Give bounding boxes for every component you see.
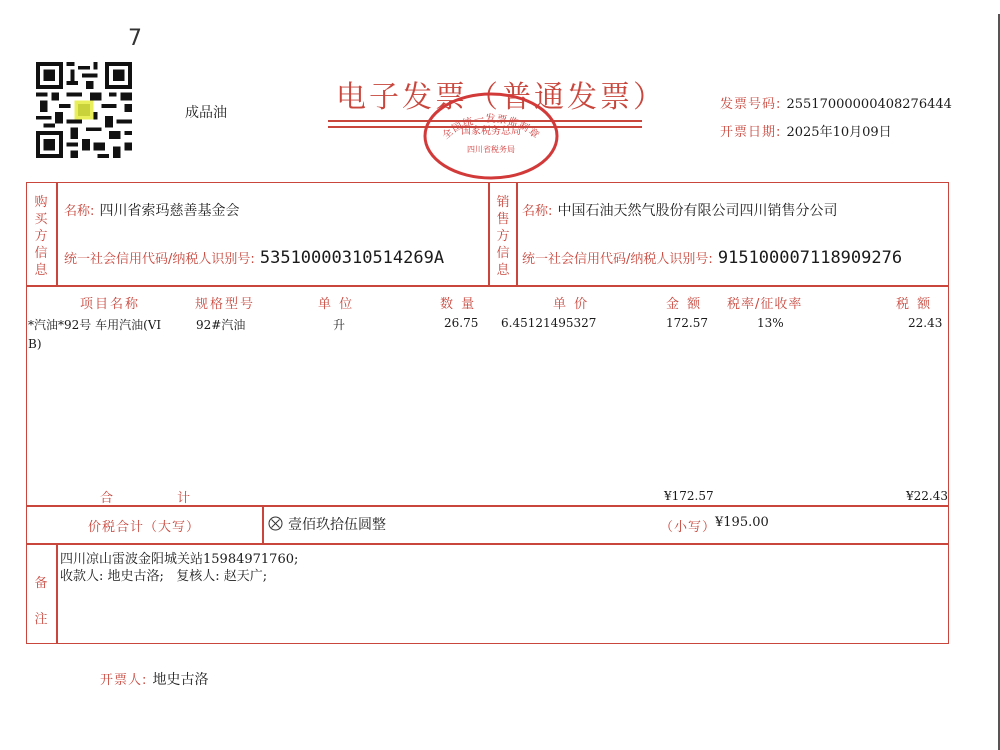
seller-label-divider (516, 182, 518, 286)
item-unit-price: 6.45121495327 (501, 316, 597, 330)
seller-tax-id-row (522, 248, 902, 268)
grand-total-divider-vertical (262, 505, 264, 544)
buyer-name: 四川省索玛慈善基金会 (99, 203, 240, 219)
item-name-line1: *汽油*92号 车用汽油(VI (28, 318, 162, 332)
buyer-tax-id: 53510000310514269A (259, 248, 445, 268)
col-tax-amount: 税 额 (896, 297, 933, 312)
seal-bottom-text: 四川省税务局 (467, 145, 515, 154)
remarks-line1: 四川凉山雷波金阳城关站15984971760; (60, 552, 299, 567)
issue-date-value: 2025年10月09日 (786, 125, 892, 140)
remarks-line2: 收款人: 地史古洛; 复核人: 赵天广; (60, 569, 268, 584)
item-tax-rate: 13% (757, 316, 784, 330)
grand-total-words: 壹佰玖拾伍圆整 (288, 517, 386, 533)
seal-middle-text: 国家税务总局 (461, 126, 521, 137)
total-amount: ¥172.57 (664, 489, 714, 503)
col-unit-price: 单 价 (553, 297, 590, 312)
issue-date-label: 开票日期: (720, 125, 782, 140)
item-amount: 172.57 (666, 316, 708, 330)
buyer-side-label: 购 买 方 信 息 (34, 195, 48, 278)
col-amount: 金 额 (666, 297, 703, 312)
total-label: 合 计 (100, 491, 221, 506)
grand-total-divider (26, 543, 949, 545)
seal-top-text: 全国统一发票监制章 (440, 114, 542, 142)
invoice-number-row (720, 93, 952, 112)
col-item-name: 项目名称 (80, 297, 141, 312)
buyer-name-row (64, 200, 239, 220)
invoice-number-value: 25517000000408276444 (786, 97, 952, 112)
qr-code-icon (36, 62, 132, 158)
seller-name: 中国石油天然气股份有限公司四川销售分公司 (557, 203, 838, 219)
issuer-name: 地史古洛 (152, 672, 209, 688)
invoice-number-label: 发票号码: (720, 97, 782, 112)
product-type-label: 成品油 (185, 105, 227, 121)
seller-tax-id-label: 统一社会信用代码/纳税人识别号: (522, 252, 713, 267)
seller-side-label: 销 售 方 信 息 (496, 195, 510, 278)
issue-date-row (720, 121, 892, 140)
issuer-label: 开票人: (100, 673, 148, 688)
circled-x-icon (268, 516, 283, 531)
buyer-name-label: 名称: (64, 204, 95, 219)
official-seal (420, 90, 562, 182)
item-unit: 升 (333, 318, 346, 332)
buyer-tax-id-label: 统一社会信用代码/纳税人识别号: (64, 252, 255, 267)
party-center-divider (488, 182, 490, 286)
seller-name-label: 名称: (522, 204, 553, 219)
seller-name-row (522, 200, 837, 220)
col-tax-rate: 税率/征收率 (727, 297, 803, 312)
item-name-line2: B) (28, 337, 42, 351)
col-quantity: 数 量 (440, 297, 477, 312)
total-tax: ¥22.43 (906, 489, 948, 503)
grand-total-small-value: ¥195.00 (715, 515, 769, 530)
remarks-label-divider (56, 543, 58, 644)
issuer-row (100, 669, 208, 689)
grand-total-small-label: （小写） (660, 520, 717, 535)
buyer-tax-id-row (64, 248, 444, 268)
buyer-label-divider (56, 182, 58, 286)
remarks-side-label: 备 注 (34, 576, 48, 627)
col-spec: 规格型号 (195, 297, 256, 312)
page-mark: 7 (128, 26, 142, 51)
item-tax-amount: 22.43 (908, 316, 943, 330)
invoice-title: 电子发票（普通发票） (336, 80, 666, 115)
item-spec: 92#汽油 (196, 318, 246, 332)
item-quantity: 26.75 (444, 316, 479, 330)
seller-tax-id: 915100007118909276 (717, 248, 903, 268)
col-unit: 单 位 (318, 297, 355, 312)
grand-total-label: 价税合计（大写） (88, 520, 201, 535)
